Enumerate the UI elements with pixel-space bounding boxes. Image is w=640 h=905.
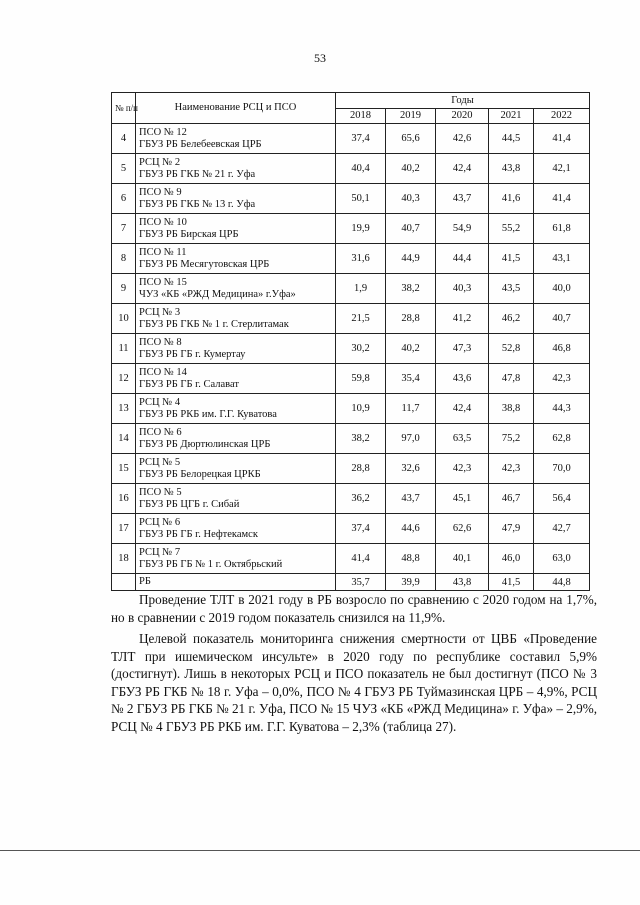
row-number: 4 xyxy=(112,124,136,154)
value-2019: 65,6 xyxy=(386,124,436,154)
row-number: 17 xyxy=(112,514,136,544)
value-2022: 62,8 xyxy=(534,424,590,454)
value-2018: 21,5 xyxy=(336,304,386,334)
value-2021: 75,2 xyxy=(489,424,534,454)
value-2018: 38,2 xyxy=(336,424,386,454)
value-2018: 30,2 xyxy=(336,334,386,364)
row-name-cell xyxy=(136,154,336,184)
header-year: 2020 xyxy=(436,109,489,124)
value-2022: 44,3 xyxy=(534,394,590,424)
header-year: 2018 xyxy=(336,109,386,124)
value-2020: 42,4 xyxy=(436,394,489,424)
row-name-cell xyxy=(136,424,336,454)
value-2020: 40,3 xyxy=(436,274,489,304)
hospital-name: ГБУЗ РБ Дюртюлинская ЦРБ xyxy=(139,438,271,450)
table-row xyxy=(112,394,590,424)
table-row xyxy=(112,184,590,214)
value-2021: 47,9 xyxy=(489,514,534,544)
table-header xyxy=(112,93,590,124)
value-2020: 42,4 xyxy=(436,154,489,184)
row-name-cell xyxy=(136,454,336,484)
hospital-name: ГБУЗ РБ Бирская ЦРБ xyxy=(139,228,239,240)
value-2018: 37,4 xyxy=(336,514,386,544)
hospital-name: ГБУЗ РБ РКБ им. Г.Г. Куватова xyxy=(139,408,277,420)
table-row xyxy=(112,334,590,364)
hospital-name: ГБУЗ РБ Белорецкая ЦРКБ xyxy=(139,468,261,480)
paragraph-tlt-growth xyxy=(111,591,597,626)
row-name-cell xyxy=(136,304,336,334)
row-number: 15 xyxy=(112,454,136,484)
value-2018: 41,4 xyxy=(336,544,386,574)
value-2019: 44,6 xyxy=(386,514,436,544)
hospital-name: ГБУЗ РБ Месягутовская ЦРБ xyxy=(139,258,270,270)
row-name-cell xyxy=(136,514,336,544)
total-label: РБ xyxy=(136,574,336,591)
value-2021: 55,2 xyxy=(489,214,534,244)
total-value-2020: 43,8 xyxy=(436,574,489,591)
center-code: РСЦ № 2 xyxy=(139,156,181,168)
value-2022: 42,7 xyxy=(534,514,590,544)
value-2020: 62,6 xyxy=(436,514,489,544)
table-body xyxy=(112,124,590,574)
value-2021: 38,8 xyxy=(489,394,534,424)
paragraph-target-indicator xyxy=(111,630,597,736)
center-code: ПСО № 14 xyxy=(139,366,187,378)
value-2020: 43,7 xyxy=(436,184,489,214)
value-2018: 1,9 xyxy=(336,274,386,304)
center-code: ПСО № 5 xyxy=(139,486,182,498)
value-2022: 41,4 xyxy=(534,184,590,214)
row-name-cell xyxy=(136,484,336,514)
hospital-name: ГБУЗ РБ ГБ № 1 г. Октябрьский xyxy=(139,558,283,570)
row-name-cell xyxy=(136,394,336,424)
value-2022: 40,0 xyxy=(534,274,590,304)
value-2022: 42,3 xyxy=(534,364,590,394)
row-name-cell xyxy=(136,334,336,364)
row-number: 14 xyxy=(112,424,136,454)
row-name-cell xyxy=(136,364,336,394)
value-2021: 43,8 xyxy=(489,154,534,184)
row-name-cell xyxy=(136,184,336,214)
value-2021: 41,6 xyxy=(489,184,534,214)
value-2021: 41,5 xyxy=(489,244,534,274)
table-row xyxy=(112,484,590,514)
center-code: ПСО № 9 xyxy=(139,186,182,198)
hospital-name: ЧУЗ «КБ «РЖД Медицина» г.Уфа» xyxy=(139,288,296,300)
header-year: 2021 xyxy=(489,109,534,124)
table-row xyxy=(112,364,590,394)
value-2020: 40,1 xyxy=(436,544,489,574)
value-2020: 44,4 xyxy=(436,244,489,274)
value-2021: 46,0 xyxy=(489,544,534,574)
value-2022: 42,1 xyxy=(534,154,590,184)
value-2018: 50,1 xyxy=(336,184,386,214)
row-number: 13 xyxy=(112,394,136,424)
value-2020: 47,3 xyxy=(436,334,489,364)
table-row xyxy=(112,304,590,334)
header-name: Наименование РСЦ и ПСО xyxy=(136,93,336,124)
value-2019: 48,8 xyxy=(386,544,436,574)
hospital-name: ГБУЗ РБ ГКБ № 1 г. Стерлитамак xyxy=(139,318,289,330)
row-number: 9 xyxy=(112,274,136,304)
page-number: 53 xyxy=(314,51,326,65)
row-name-cell xyxy=(136,274,336,304)
value-2019: 11,7 xyxy=(386,394,436,424)
value-2019: 40,3 xyxy=(386,184,436,214)
value-2019: 40,2 xyxy=(386,154,436,184)
center-code: РСЦ № 3 xyxy=(139,306,181,318)
value-2022: 70,0 xyxy=(534,454,590,484)
header-years: Годы xyxy=(336,93,590,109)
center-code: РСЦ № 6 xyxy=(139,516,181,528)
total-value-2021: 41,5 xyxy=(489,574,534,591)
header-num: № п/п xyxy=(112,93,136,124)
table-row xyxy=(112,424,590,454)
row-number: 6 xyxy=(112,184,136,214)
hospital-name: ГБУЗ РБ ГБ г. Салават xyxy=(139,378,239,390)
row-number: 11 xyxy=(112,334,136,364)
row-number: 12 xyxy=(112,364,136,394)
table-row xyxy=(112,514,590,544)
footer-divider xyxy=(0,850,640,851)
row-number: 5 xyxy=(112,154,136,184)
value-2019: 38,2 xyxy=(386,274,436,304)
center-code: ПСО № 11 xyxy=(139,246,187,258)
value-2020: 54,9 xyxy=(436,214,489,244)
total-value-2022: 44,8 xyxy=(534,574,590,591)
value-2018: 40,4 xyxy=(336,154,386,184)
value-2020: 41,2 xyxy=(436,304,489,334)
value-2019: 40,2 xyxy=(386,334,436,364)
row-number: 18 xyxy=(112,544,136,574)
table-row xyxy=(112,244,590,274)
value-2022: 56,4 xyxy=(534,484,590,514)
value-2019: 40,7 xyxy=(386,214,436,244)
center-code: ПСО № 8 xyxy=(139,336,182,348)
value-2020: 43,6 xyxy=(436,364,489,394)
table-row xyxy=(112,454,590,484)
value-2022: 41,4 xyxy=(534,124,590,154)
row-name-cell xyxy=(136,124,336,154)
header-year: 2019 xyxy=(386,109,436,124)
data-table xyxy=(111,92,590,591)
value-2019: 35,4 xyxy=(386,364,436,394)
header-year: 2022 xyxy=(534,109,590,124)
value-2018: 36,2 xyxy=(336,484,386,514)
value-2021: 44,5 xyxy=(489,124,534,154)
value-2019: 44,9 xyxy=(386,244,436,274)
hospital-name: ГБУЗ РБ ГКБ № 13 г. Уфа xyxy=(139,198,256,210)
table-row xyxy=(112,214,590,244)
value-2018: 10,9 xyxy=(336,394,386,424)
hospital-name: ГБУЗ РБ Белебеевская ЦРБ xyxy=(139,138,262,150)
value-2022: 40,7 xyxy=(534,304,590,334)
value-2019: 43,7 xyxy=(386,484,436,514)
value-2018: 31,6 xyxy=(336,244,386,274)
value-2018: 37,4 xyxy=(336,124,386,154)
value-2022: 46,8 xyxy=(534,334,590,364)
center-code: ПСО № 6 xyxy=(139,426,182,438)
value-2021: 46,2 xyxy=(489,304,534,334)
total-value-2018: 35,7 xyxy=(336,574,386,591)
paragraph-text: Целевой показатель мониторинга снижения смертности от ЦВБ «Проведение ТЛТ при ишемическом инсульте» в 2020 году по республике составил 5,9% (достигнут). Лишь в некоторых РСЦ и ПСО показатель не был достигнут (ПСО № 3 ГБУЗ РБ ГКБ № 18 г. Уфа – 0,0%, ПСО № 4 ГБУЗ РБ Туймазинская ЦРБ – 4,9%, РСЦ № 2 ГБУЗ РБ ГКБ № 21 г. Уфа, ПСО № 15 ЧУЗ «КБ «РЖД Медицина» г. Уфа» – 2,9%, РСЦ № 4 ГБУЗ РБ РКБ им. Г.Г. Куватова – 2,3% (таблица 27). xyxy=(111,631,597,734)
value-2021: 47,8 xyxy=(489,364,534,394)
table-row xyxy=(112,124,590,154)
value-2021: 42,3 xyxy=(489,454,534,484)
table-row xyxy=(112,274,590,304)
row-number: 8 xyxy=(112,244,136,274)
table-row xyxy=(112,544,590,574)
value-2022: 43,1 xyxy=(534,244,590,274)
value-2021: 52,8 xyxy=(489,334,534,364)
center-code: РСЦ № 5 xyxy=(139,456,181,468)
row-number: 10 xyxy=(112,304,136,334)
row-name-cell xyxy=(136,214,336,244)
value-2022: 63,0 xyxy=(534,544,590,574)
value-2019: 28,8 xyxy=(386,304,436,334)
center-code: ПСО № 15 xyxy=(139,276,187,288)
row-number: 16 xyxy=(112,484,136,514)
value-2018: 59,8 xyxy=(336,364,386,394)
hospital-name: ГБУЗ РБ ГБ г. Нефтекамск xyxy=(139,528,258,540)
value-2021: 46,7 xyxy=(489,484,534,514)
value-2019: 97,0 xyxy=(386,424,436,454)
hospital-name: ГБУЗ РБ ЦГБ г. Сибай xyxy=(139,498,240,510)
center-code: РСЦ № 7 xyxy=(139,546,181,558)
value-2020: 45,1 xyxy=(436,484,489,514)
value-2018: 19,9 xyxy=(336,214,386,244)
total-num-cell xyxy=(112,574,136,591)
value-2021: 43,5 xyxy=(489,274,534,304)
value-2020: 42,6 xyxy=(436,124,489,154)
paragraph-text: Проведение ТЛТ в 2021 году в РБ возросло по сравнению с 2020 годом на 1,7%, но в сравнении с 2019 годом показатель снизился на 11,9%. xyxy=(111,592,597,625)
row-name-cell xyxy=(136,544,336,574)
value-2022: 61,8 xyxy=(534,214,590,244)
row-number: 7 xyxy=(112,214,136,244)
hospital-name: ГБУЗ РБ ГБ г. Кумертау xyxy=(139,348,246,360)
table-row xyxy=(112,154,590,184)
value-2020: 42,3 xyxy=(436,454,489,484)
value-2019: 32,6 xyxy=(386,454,436,484)
hospital-name: ГБУЗ РБ ГКБ № 21 г. Уфа xyxy=(139,168,256,180)
center-code: ПСО № 10 xyxy=(139,216,187,228)
value-2018: 28,8 xyxy=(336,454,386,484)
total-value-2019: 39,9 xyxy=(386,574,436,591)
value-2020: 63,5 xyxy=(436,424,489,454)
center-code: РСЦ № 4 xyxy=(139,396,181,408)
total-row xyxy=(112,574,590,591)
row-name-cell xyxy=(136,244,336,274)
center-code: ПСО № 12 xyxy=(139,126,187,138)
